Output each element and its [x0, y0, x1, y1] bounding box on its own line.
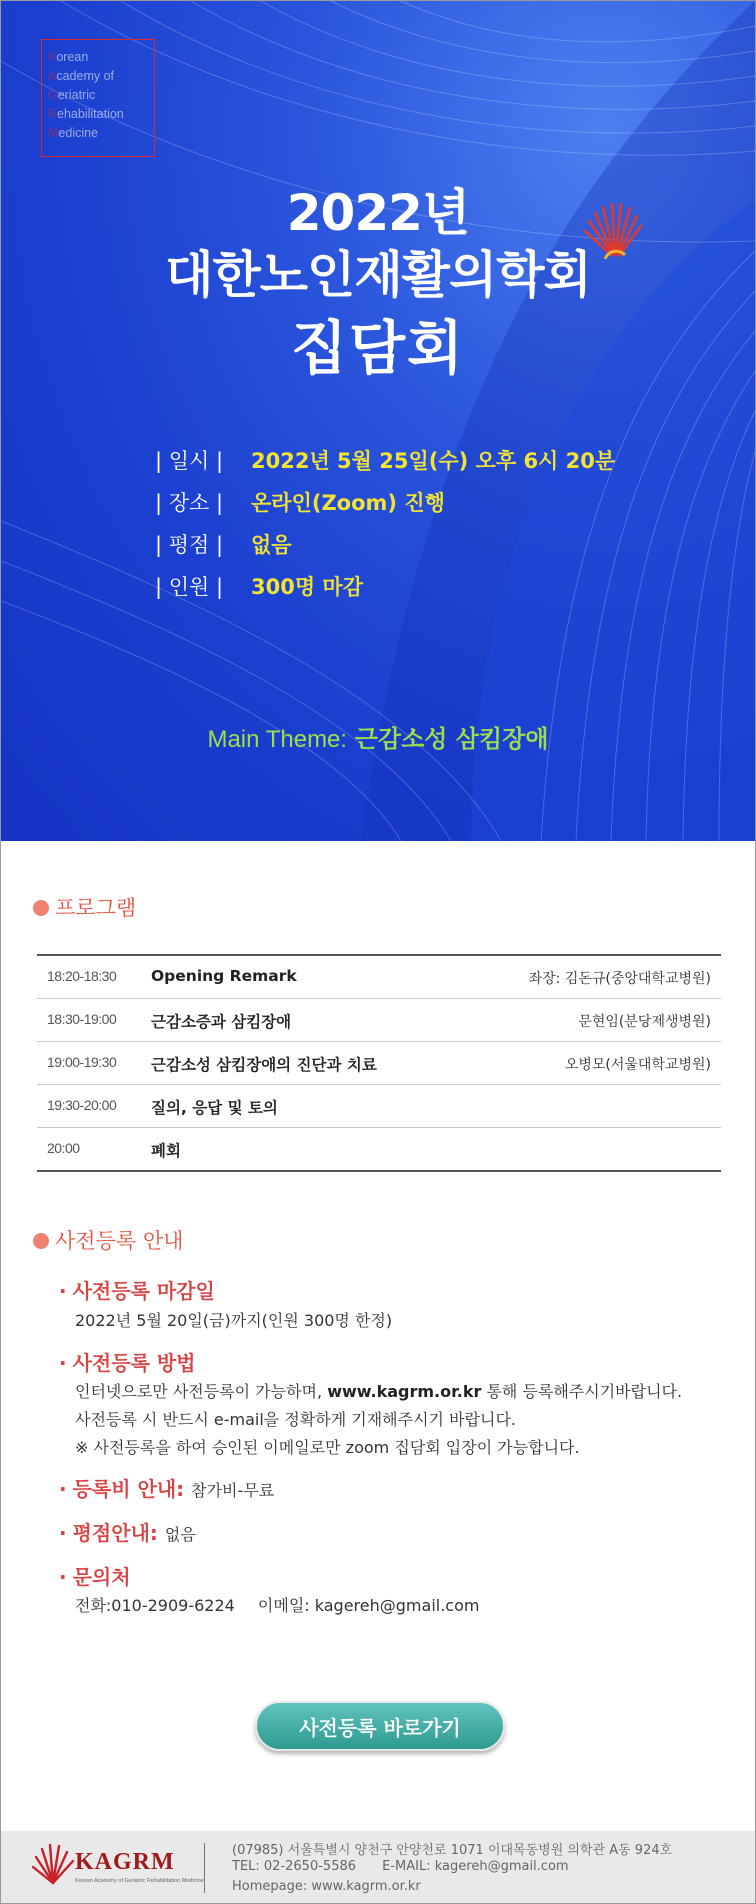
info-row-datetime: | 일시 | 2022년 5월 25일(수) 오후 6시 20분 [155, 449, 616, 473]
info-row-credit: | 평점 | 없음 [155, 533, 292, 557]
credit-title: · 평점안내: 없음 [59, 1521, 196, 1545]
homepage-link[interactable]: www.kagrm.or.kr [327, 1382, 482, 1401]
logo-line: Medicine [48, 126, 99, 140]
deadline-text: 2022년 5월 20일(금)까지(인원 300명 한정) [75, 1311, 393, 1330]
fee-title: · 등록비 안내: 참가비-무료 [59, 1477, 275, 1501]
kagrm-logo-text: KAGRM [75, 1849, 175, 1875]
contact-title: · 문의처 [59, 1565, 131, 1589]
footer-tel: TEL: 02-2650-5586 [232, 1859, 357, 1874]
logo-line: Geriatric [48, 88, 96, 102]
pre-registration-button[interactable]: 사전등록 바로가기 [255, 1701, 505, 1751]
table-row: 19:30-20:00 질의, 응답 및 토의 [37, 1085, 721, 1128]
table-row: 19:00-19:30 근감소성 삼킴장애의 진단과 치료 오병모(서울대학교병원) [37, 1042, 721, 1085]
method-line-1: 인터넷으로만 사전등록이 가능하며, www.kagrm.or.kr 통해 등록해주시기바랍니다. [75, 1382, 683, 1401]
deadline-title: · 사전등록 마감일 [59, 1279, 215, 1303]
kagrm-sunburst-icon [31, 1843, 75, 1887]
info-row-venue: | 장소 | 온라인(Zoom) 진행 [155, 491, 445, 515]
contact-phone: 전화:010-2909-6224 [75, 1596, 235, 1615]
title-organization: 대한노인재활의학회 [165, 246, 591, 304]
table-row: 20:00 폐회 [47, 1140, 181, 1160]
title-year: 2022년 [286, 184, 470, 242]
sunburst-icon [583, 199, 643, 259]
academy-logo-box [41, 39, 155, 157]
footer-homepage[interactable]: Homepage: www.kagrm.or.kr [232, 1879, 421, 1894]
program-table [37, 954, 721, 1172]
footer-address: (07985) 서울특별시 양천구 안양천로 1071 이대목동병원 의학관 A동 924호 [232, 1843, 673, 1858]
kagrm-logo-subtitle: Korean Academy of Geriatric Rehabilitation Medicine [75, 1878, 204, 1884]
method-line-2: 사전등록 시 반드시 e-mail을 정확하게 기재해주시기 바랍니다. [75, 1410, 516, 1429]
footer-divider [204, 1843, 205, 1893]
logo-line: Academy of [48, 69, 115, 83]
title-event: 집담회 [290, 314, 466, 382]
table-row: 18:30-19:00 근감소증과 삼킴장애 문현임(분당제생병원) [37, 999, 721, 1042]
contact-text [75, 1593, 479, 1616]
method-line-3: ※ 사전등록을 하여 승인된 이메일로만 zoom 집담회 입장이 가능합니다. [75, 1438, 580, 1457]
footer-contact [232, 1859, 569, 1874]
bullet-dot-icon [33, 1233, 49, 1249]
footer [1, 1831, 755, 1903]
footer-email: E-MAIL: kagereh@gmail.com [382, 1859, 569, 1874]
info-row-capacity: | 인원 | 300명 마감 [155, 575, 364, 599]
method-title: · 사전등록 방법 [59, 1351, 196, 1375]
table-row: 18:20-18:30 Opening Remark 좌장: 김돈규(중앙대학교병원) [37, 956, 721, 999]
logo-line: Rehabilitation [48, 107, 124, 121]
registration-heading: 사전등록 안내 [33, 1225, 183, 1255]
logo-line: Korean [48, 50, 89, 64]
program-heading: 프로그램 [33, 892, 136, 922]
contact-email: 이메일: kagereh@gmail.com [257, 1596, 480, 1615]
main-theme: Main Theme: 근감소성 삼킴장애 [207, 725, 549, 753]
bullet-dot-icon [33, 900, 49, 916]
hero-banner [1, 1, 755, 841]
